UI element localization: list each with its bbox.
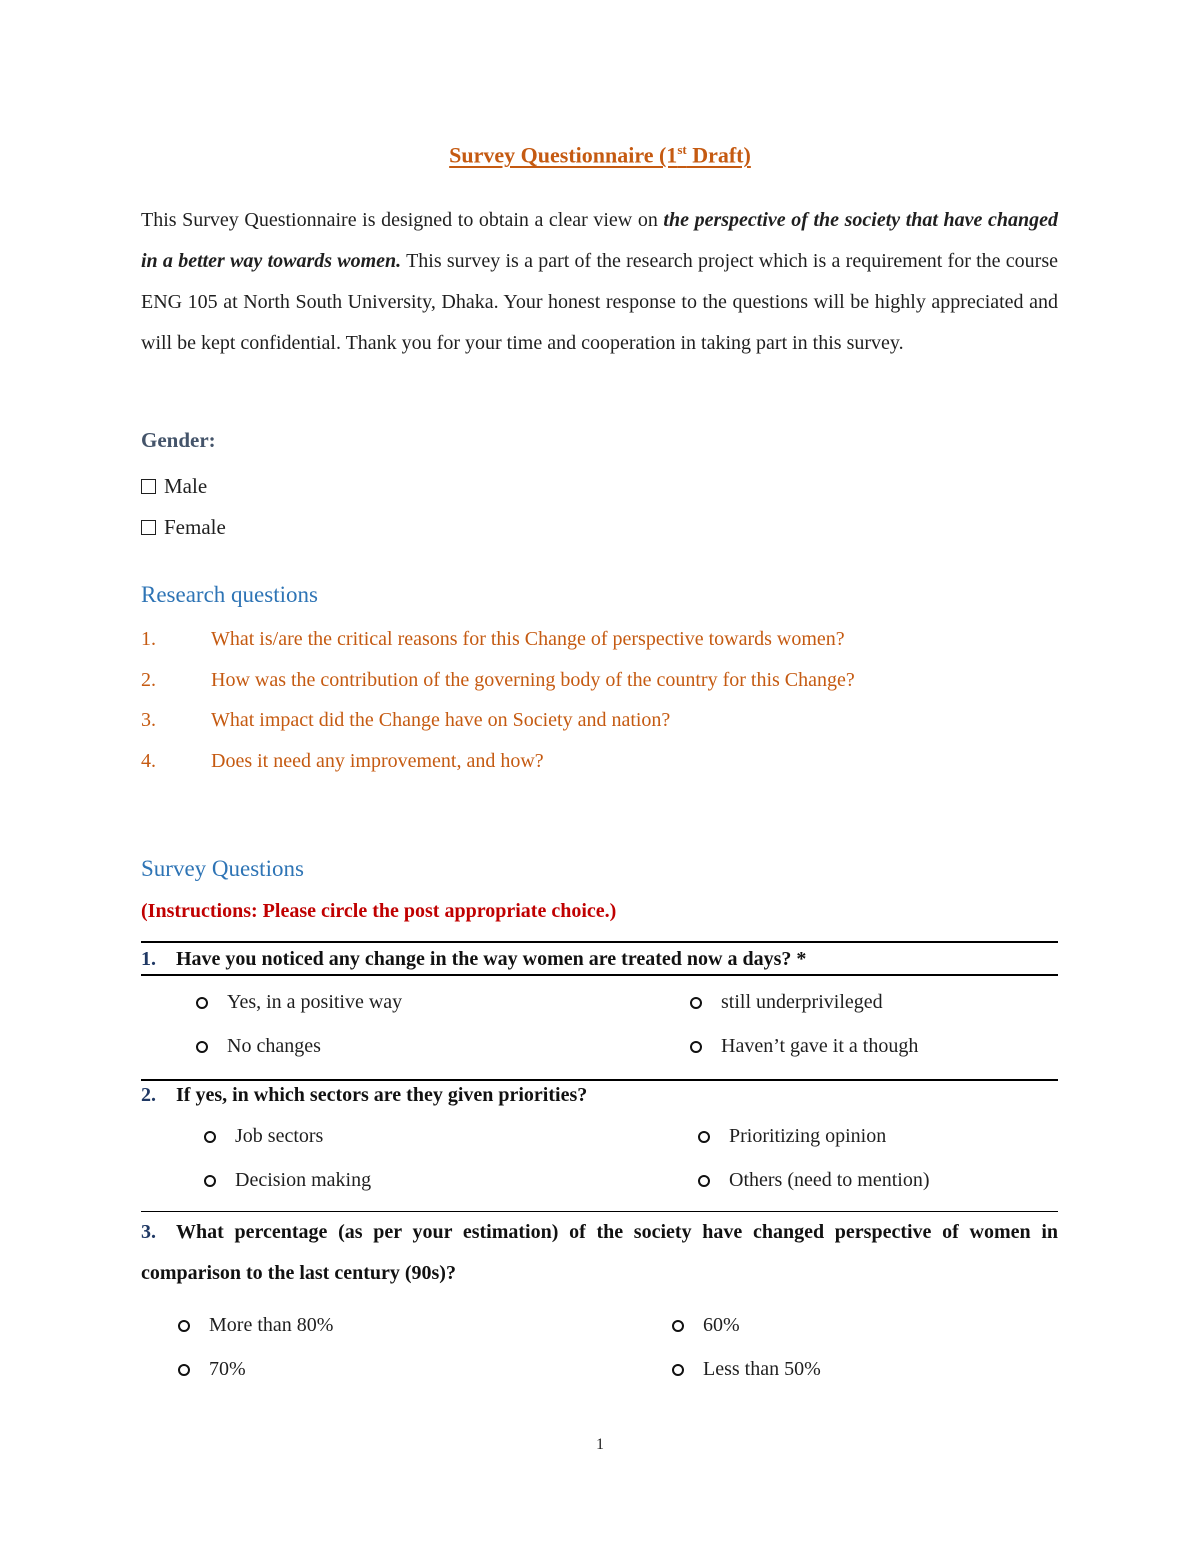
gender-option-label: Female — [164, 515, 226, 539]
survey-question-3 — [141, 1212, 1058, 1294]
divider — [141, 941, 1058, 943]
divider — [141, 974, 1058, 976]
radio-circle-icon[interactable] — [178, 1320, 190, 1332]
question-text: If yes, in which sectors are they given priorities? — [176, 1084, 588, 1106]
question-number: 2. — [141, 1084, 156, 1106]
radio-circle-icon[interactable] — [698, 1175, 710, 1187]
checkbox-icon[interactable] — [141, 520, 156, 535]
answer-option[interactable] — [672, 1314, 740, 1337]
research-question-number: 2. — [141, 669, 156, 691]
answer-option-label: No changes — [227, 1035, 321, 1057]
answer-option[interactable] — [698, 1125, 886, 1148]
answer-option-label: 70% — [209, 1358, 246, 1380]
answer-option-label: More than 80% — [209, 1314, 334, 1336]
page-number: 1 — [596, 1436, 604, 1453]
research-question-number: 4. — [141, 750, 156, 772]
radio-circle-icon[interactable] — [698, 1131, 710, 1143]
research-question-text: What is/are the critical reasons for this Change of perspective towards women? — [211, 628, 845, 650]
answer-option[interactable] — [196, 991, 402, 1014]
research-question-number: 1. — [141, 628, 156, 650]
title-text-end: Draft) — [686, 142, 751, 168]
research-questions-heading: Research questions — [141, 582, 318, 607]
answer-option[interactable] — [196, 1035, 321, 1058]
answer-option-label: Others (need to mention) — [729, 1169, 930, 1191]
answer-option[interactable] — [178, 1314, 333, 1337]
survey-question-2 — [141, 1084, 1058, 1107]
answer-option-label: Haven’t gave it a though — [721, 1035, 919, 1057]
question-number: 1. — [141, 948, 156, 970]
question-number: 3. — [141, 1221, 156, 1243]
answer-option[interactable] — [690, 1035, 918, 1058]
answer-option-label: Yes, in a positive way — [227, 991, 403, 1013]
document-title — [0, 142, 1200, 168]
question-text: Have you noticed any change in the way women are treated now a days? * — [176, 948, 807, 970]
title-superscript: st — [677, 142, 687, 157]
research-question-text: What impact did the Change have on Society and nation? — [211, 709, 671, 731]
answer-option-label: Prioritizing opinion — [729, 1125, 887, 1147]
answer-option[interactable] — [204, 1125, 323, 1148]
answer-option[interactable] — [204, 1169, 371, 1192]
gender-option-label: Male — [164, 474, 208, 498]
question-text: What percentage (as per your estimation) of the society have changed perspective of women in comparison to the last century (90s)? — [141, 1221, 1058, 1284]
intro-text-2: This survey is a part of the research project which is a requirement for the course ENG 105 at North South University, Dhaka. Your honest response to the questions will be highly appreciated and will be kept confidential. Thank you for your time and cooperation in taking part in this survey. — [141, 250, 1058, 354]
radio-circle-icon[interactable] — [690, 1041, 702, 1053]
radio-circle-icon[interactable] — [672, 1320, 684, 1332]
answer-option[interactable] — [698, 1169, 930, 1192]
survey-question-1 — [141, 948, 1058, 971]
gender-option-female[interactable] — [141, 515, 226, 540]
answer-option-label: Decision making — [235, 1169, 372, 1191]
research-question-text: How was the contribution of the governing body of the country for this Change? — [211, 669, 855, 691]
research-question-text: Does it need any improvement, and how? — [211, 750, 544, 772]
answer-option-label: still underprivileged — [721, 991, 883, 1013]
research-question-number: 3. — [141, 709, 156, 731]
intro-paragraph — [141, 200, 1058, 364]
divider — [141, 1079, 1058, 1081]
radio-circle-icon[interactable] — [178, 1364, 190, 1376]
radio-circle-icon[interactable] — [196, 1041, 208, 1053]
title-text-start: Survey Questionnaire (1 — [449, 142, 678, 168]
radio-circle-icon[interactable] — [690, 997, 702, 1009]
radio-circle-icon[interactable] — [196, 997, 208, 1009]
answer-option-label: 60% — [703, 1314, 740, 1336]
answer-option-label: Job sectors — [235, 1125, 324, 1147]
radio-circle-icon[interactable] — [204, 1175, 216, 1187]
gender-option-male[interactable] — [141, 474, 207, 499]
checkbox-icon[interactable] — [141, 479, 156, 494]
survey-questions-heading: Survey Questions — [141, 856, 304, 881]
radio-circle-icon[interactable] — [204, 1131, 216, 1143]
radio-circle-icon[interactable] — [672, 1364, 684, 1376]
answer-option-label: Less than 50% — [703, 1358, 821, 1380]
answer-option[interactable] — [690, 991, 883, 1014]
survey-instructions: (Instructions: Please circle the post appropriate choice.) — [141, 900, 617, 922]
intro-emphasis: the perspective of the society that have changed in a better way towards women. — [141, 209, 1058, 272]
gender-label: Gender: — [141, 428, 216, 452]
answer-option[interactable] — [178, 1358, 246, 1381]
answer-option[interactable] — [672, 1358, 821, 1381]
intro-text-1: This Survey Questionnaire is designed to obtain a clear view on — [141, 209, 664, 231]
